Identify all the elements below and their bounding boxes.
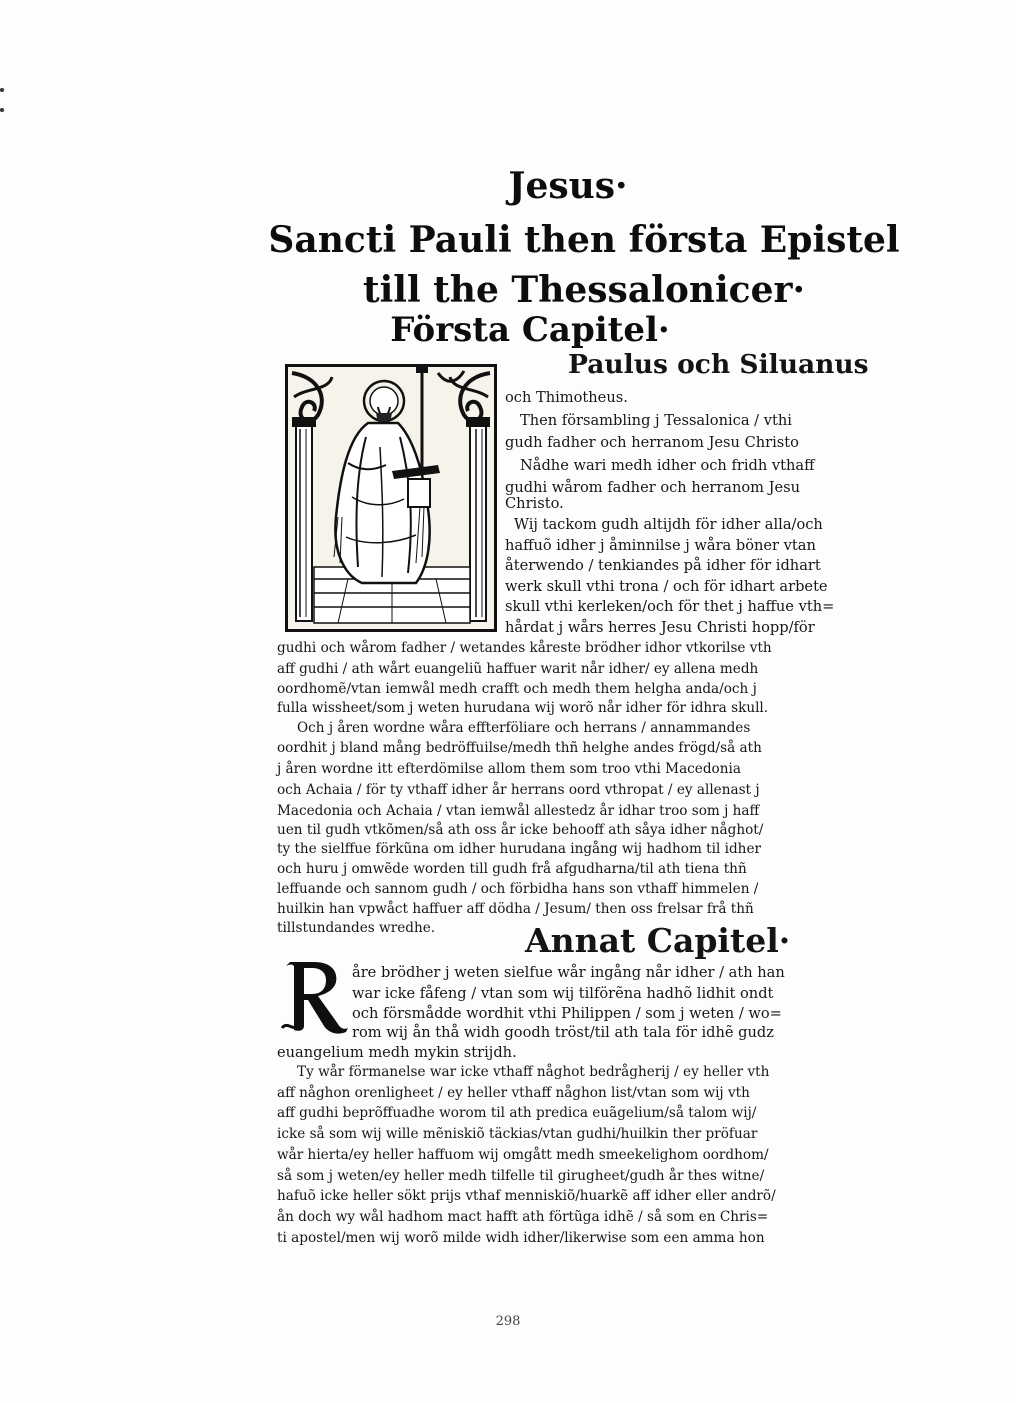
text-line: Och j åren wordne wåra effterföliare och herrans / annammandes (297, 720, 751, 736)
text-line: Ty wår förmanelse war icke vthaff någhot bedrågherij / ey heller vth (297, 1064, 770, 1080)
text-line: och huru j omwẽde worden till gudh frå afgudharna/til ath tiena thñ (277, 861, 747, 877)
text-line: gudhi wårom fadher och herranom Jesu (505, 479, 801, 496)
text-line: Nådhe wari medh idher och fridh vthaff (520, 457, 815, 474)
text-line: oordhomẽ/vtan iemwål medh crafft och medh them helgha anda/och j (277, 681, 757, 697)
text-line: Christo. (505, 495, 564, 512)
margin-mark (0, 88, 4, 92)
text-line: aff gudhi / ath wårt euangeliũ haffuer warit når idher/ ey allena medh (277, 661, 759, 677)
woodcut-illustration (285, 364, 497, 632)
text-line: huilkin han vpwåct haffuer aff dödha / Jesum/ then oss frelsar frå thñ (277, 901, 754, 917)
text-line: werk skull vthi trona / och för idhart arbete (505, 578, 828, 595)
text-line: så som j weten/ey heller medh tilfelle til girugheet/gudh år thes witne/ (277, 1168, 765, 1184)
text-line: euangelium medh mykin strijdh. (277, 1044, 517, 1061)
margin-mark (0, 108, 4, 112)
text-line: j åren wordne itt efterdömilse allom them som troo vthi Macedonia (277, 761, 741, 777)
text-line: Then försambling j Tessalonica / vthi (520, 412, 792, 429)
text-line: haffuõ idher j åminnilse j wåra böner vtan (505, 537, 816, 554)
chapter-heading-1: Första Capitel· (390, 310, 670, 350)
text-line: fulla wissheet/som j weten hurudana wij worõ når idher för idhra skull. (277, 700, 769, 716)
chapter-subheading: Paulus och Siluanus (568, 349, 869, 380)
initial-r-glyph (280, 958, 348, 1036)
chapter-heading-2: Annat Capitel· (525, 921, 791, 960)
title-line-2: till the Thessalonicer· (362, 269, 806, 311)
text-line: uen til gudh vtkõmen/så ath oss år icke behooff ath såya idher någhot/ (277, 822, 764, 838)
decorated-initial-r (280, 958, 348, 1036)
text-line: och Achaia / för ty vthaff idher år herrans oord vthropat / ey allenast j (277, 782, 760, 798)
page-number: 298 (495, 1314, 521, 1329)
text-line: gudh fadher och herranom Jesu Christo (505, 434, 799, 451)
title-line-1: Sancti Pauli then första Epistel (268, 219, 900, 261)
text-line: Macedonia och Achaia / vtan iemwål allestedz år idhar troo som j haff (277, 803, 760, 819)
text-line: aff någhon orenligheet / ey heller vthaff någhon list/vtan som wij vth (277, 1085, 750, 1101)
text-line: ty the sielffue förkũna om idher hurudana ingång wij hadhom til idher (277, 841, 761, 857)
text-line: och Thimotheus. (505, 389, 628, 406)
heading-jesus: Jesus· (508, 165, 628, 207)
text-line: war icke fåfeng / vtan som wij tilförẽna hadhõ lidhit ondt (352, 985, 774, 1002)
text-line: ån doch wy wål hadhom mact hafft ath förtũga idhẽ / så som en Chris= (277, 1209, 769, 1225)
text-line: tillstundandes wredhe. (277, 920, 436, 936)
saint-paul-woodcut (288, 367, 494, 629)
text-line: leffuande och sannom gudh / och förbidha hans son vthaff himmelen / (277, 881, 759, 897)
text-line: aff gudhi beprõffuadhe worom til ath predica euãgelium/så talom wij/ (277, 1105, 757, 1121)
text-line: wår hierta/ey heller haffuom wij omgått medh smeekelighom oordhom/ (277, 1147, 769, 1163)
text-line: återwendo / tenkiandes på idher för idhart (505, 557, 821, 574)
text-line: ti apostel/men wij worõ milde widh idher/likerwise som een amma hon (277, 1230, 765, 1246)
text-line: oordhit j bland mång bedröffuilse/medh thñ helghe andes frögd/så ath (277, 740, 762, 756)
text-line: hårdat j wårs herres Jesu Christi hopp/för (505, 619, 815, 636)
text-line: och försmådde wordhit vthi Philippen / som j weten / wo= (352, 1005, 782, 1022)
text-line: åre brödher j weten sielfue wår ingång når idher / ath han (352, 964, 785, 981)
text-line: gudhi och wårom fadher / wetandes kåreste brödher idhor vtkorilse vth (277, 640, 772, 656)
text-line: rom wij ån thå widh goodh tröst/til ath tala för idhẽ gudz (352, 1024, 774, 1041)
text-line: icke så som wij wille mẽniskiõ täckias/vtan gudhi/huilkin ther pröfuar (277, 1126, 758, 1142)
text-line: hafuõ icke heller sökt prijs vthaf menniskiõ/huarkẽ aff idher eller andrõ/ (277, 1188, 776, 1204)
text-line: Wij tackom gudh altijdh för idher alla/och (514, 516, 823, 533)
text-line: skull vthi kerleken/och för thet j haffue vth= (505, 598, 835, 615)
